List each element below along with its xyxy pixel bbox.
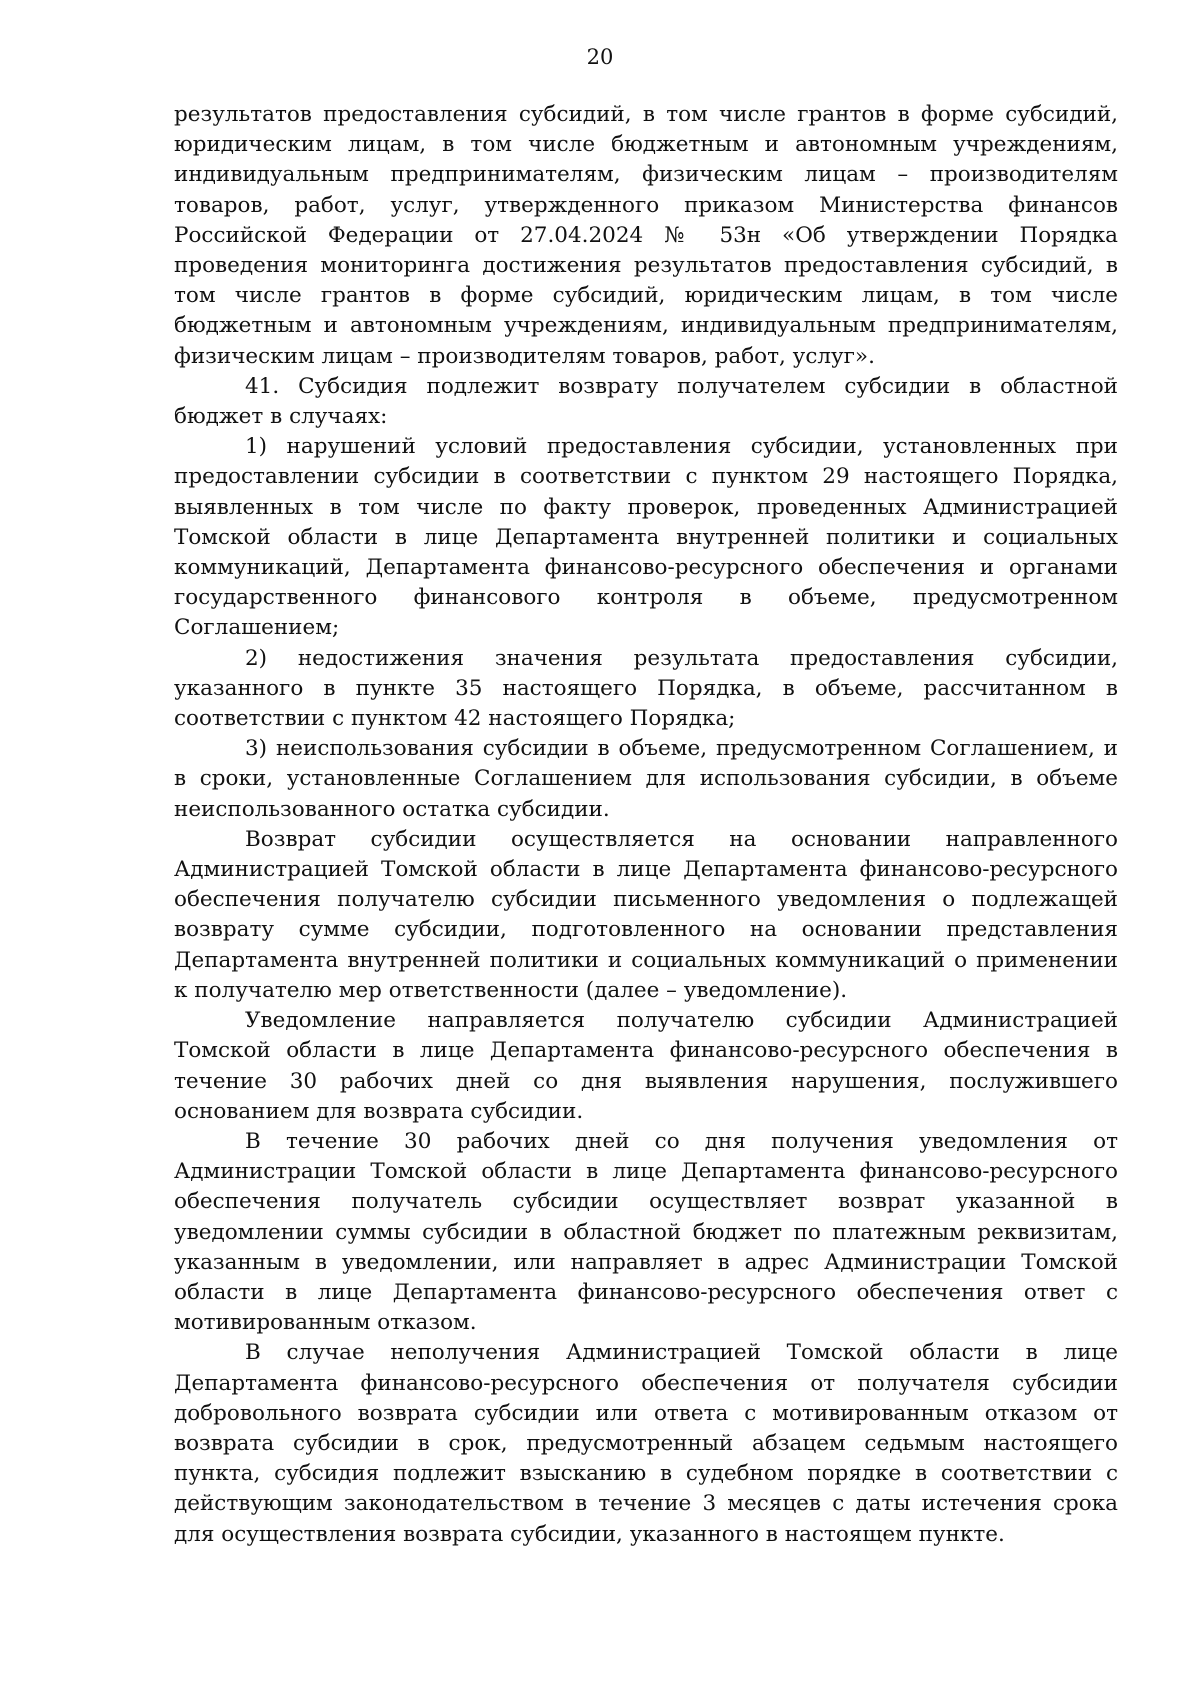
paragraph-subitem-1: 1) нарушений условий предоставления субсидии, установленных при предоставлении субсидии в соответствии с пунктом 29 настоящего Порядка, выявленных в том числе по факту проверок, проведенных Администрацией Томской области в лице Департамента внутренней политики и социальных коммуникаций, Департамента финансово-ресурсного обеспечения и органами государственного финансового контроля в объеме, предусмотренном Соглашением; <box>174 434 1118 641</box>
paragraph-subitem-2: 2) недостижения значения результата предоставления субсидии, указанного в пункте 35 настоящего Порядка, в объеме, рассчитанном в соответствии с пунктом 42 настоящего Порядка; <box>174 645 1118 732</box>
document-body <box>174 100 1118 1550</box>
paragraph-subitem-3: 3) неиспользования субсидии в объеме, предусмотренном Соглашением, и в сроки, установленные Соглашением для использования субсидии, в объеме неиспользованного остатка субсидии. <box>174 736 1118 822</box>
paragraph-item-41: 41. Субсидия подлежит возврату получателем субсидии в областной бюджет в случаях: <box>174 373 1118 430</box>
page-number: 20 <box>586 45 614 69</box>
paragraph-notification: Уведомление направляется получателю субсидии Администрацией Томской области в лице Департамента финансово-ресурсного обеспечения в течение 30 рабочих дней со дня выявления нарушения, послужившего основанием для возврата субсидии. <box>174 1008 1118 1124</box>
paragraph-court-recovery: В случае неполучения Администрацией Томской области в лице Департамента финансово-ресурсного обеспечения от получателя субсидии добровольного возврата субсидии или ответа с мотивированным отказом от возврата субсидии в срок, предусмотренный абзацем седьмым настоящего пункта, субсидия подлежит взысканию в судебном порядке в соответствии с действующим законодательством в течение 3 месяцев с даты истечения срока для осуществления возврата субсидии, указанного в настоящем пункте. <box>174 1340 1118 1547</box>
paragraph-return-term: В течение 30 рабочих дней со дня получения уведомления от Администрации Томской области в лице Департамента финансово-ресурсного обеспечения получатель субсидии осуществляет возврат указанной в уведомлении суммы субсидии в областной бюджет по платежным реквизитам, указанным в уведомлении, или направляет в адрес Администрации Томской области в лице Департамента финансово-ресурсного обеспечения ответ с мотивированным отказом. <box>174 1128 1118 1336</box>
paragraph-return-basis: Возврат субсидии осуществляется на основании направленного Администрацией Томской области в лице Департамента финансово-ресурсного обеспечения получателю субсидии письменного уведомления о подлежащей возврату сумме субсидии, подготовленного на основании представления Департамента внутренней политики и социальных коммуникаций о применении к получателю мер ответственности (далее – уведомление). <box>174 826 1118 1003</box>
paragraph-continuation: результатов предоставления субсидий, в том числе грантов в форме субсидий, юридическим лицам, в том числе бюджетным и автономным учреждениям, индивидуальным предпринимателям, физическим лицам – производителям товаров, работ, услуг, утвержденного приказом Министерства финансов Российской Федерации от 27.04.2024 № 53н «Об утверждении Порядка проведения мониторинга достижения результатов предоставления субсидий, в том числе грантов в форме субсидий, юридическим лицам, в том числе бюджетным и автономным учреждениям, индивидуальным предпринимателям, физическим лицам – производителям товаров, работ, услуг». <box>174 102 1118 369</box>
